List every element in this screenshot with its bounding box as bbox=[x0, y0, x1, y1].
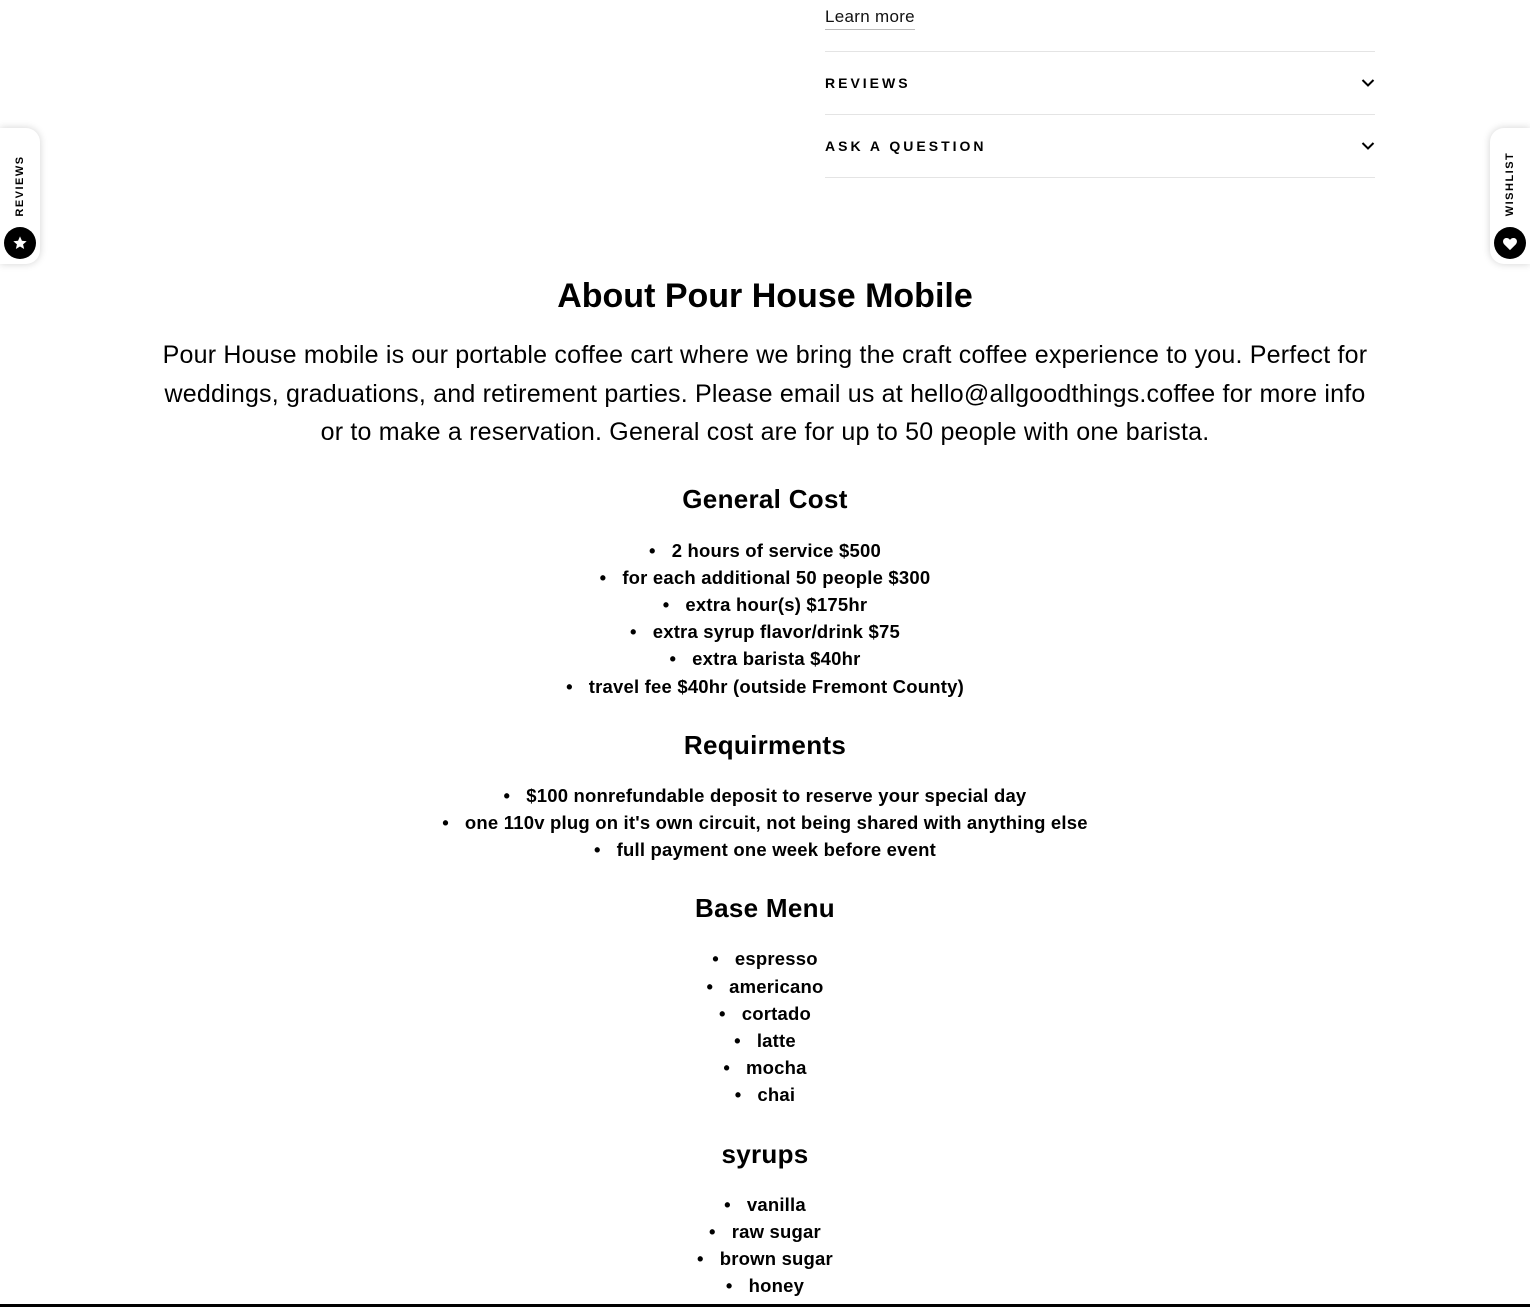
list-item: • honey bbox=[150, 1272, 1380, 1299]
list-item: • raw sugar bbox=[150, 1218, 1380, 1245]
reviews-accordion-toggle[interactable] bbox=[825, 52, 1375, 115]
list-item: • latte bbox=[150, 1027, 1380, 1054]
list-item: • americano bbox=[150, 973, 1380, 1000]
requirements-heading: Requirments bbox=[683, 729, 847, 760]
wishlist-side-tab[interactable] bbox=[1490, 128, 1530, 264]
reviews-side-tab[interactable] bbox=[0, 128, 40, 264]
base-menu-list bbox=[150, 945, 1380, 1108]
syrups-heading: syrups bbox=[721, 1138, 809, 1169]
list-item: • one 110v plug on it's own circuit, not being shared with anything else bbox=[150, 809, 1380, 836]
list-item: • 2 hours of service $500 bbox=[150, 537, 1380, 564]
chevron-down-icon bbox=[1361, 76, 1375, 90]
star-icon bbox=[4, 227, 36, 259]
general-cost-list bbox=[150, 537, 1380, 700]
list-item: • mocha bbox=[150, 1054, 1380, 1081]
list-item: • full payment one week before event bbox=[150, 836, 1380, 863]
list-item: • vanilla bbox=[150, 1191, 1380, 1218]
list-item: • travel fee $40hr (outside Fremont County) bbox=[150, 673, 1380, 700]
list-item: • extra barista $40hr bbox=[150, 645, 1380, 672]
chevron-down-icon bbox=[1361, 139, 1375, 153]
ask-question-accordion-label: ASK A QUESTION bbox=[825, 138, 987, 154]
reviews-accordion-label: REVIEWS bbox=[825, 75, 911, 91]
list-item: • extra hour(s) $175hr bbox=[150, 591, 1380, 618]
base-menu-heading: Base Menu bbox=[695, 893, 835, 924]
reviews-side-tab-label: REVIEWS bbox=[14, 155, 26, 217]
syrups-list bbox=[150, 1191, 1380, 1300]
list-item: • cortado bbox=[150, 1000, 1380, 1027]
about-title: About Pour House Mobile bbox=[557, 277, 973, 315]
base-menu-section bbox=[150, 888, 1380, 1108]
list-item: • extra syrup flavor/drink $75 bbox=[150, 618, 1380, 645]
syrups-section bbox=[150, 1134, 1380, 1300]
learn-more-link[interactable]: Learn more bbox=[825, 6, 915, 30]
about-intro: Pour House mobile is our portable coffee cart where we bring the craft coffee experience to you. Perfect for weddings, graduations, and retirement parties. Please email us at hello@allgoodthings.coffee for more info or to make a reservation. General cost are for up to 50 people with one barista. bbox=[162, 341, 1368, 446]
product-accordion bbox=[825, 51, 1375, 178]
list-item: • for each additional 50 people $300 bbox=[150, 564, 1380, 591]
general-cost-section bbox=[150, 479, 1380, 700]
heart-icon bbox=[1494, 227, 1526, 259]
list-item: • $100 nonrefundable deposit to reserve your special day bbox=[150, 782, 1380, 809]
requirements-list bbox=[150, 782, 1380, 864]
list-item: • brown sugar bbox=[150, 1245, 1380, 1272]
wishlist-side-tab-label: WISHLIST bbox=[1504, 151, 1516, 217]
ask-question-accordion-toggle[interactable] bbox=[825, 115, 1375, 178]
about-section bbox=[150, 270, 1380, 1299]
requirements-section bbox=[150, 725, 1380, 864]
list-item: • espresso bbox=[150, 945, 1380, 972]
general-cost-heading: General Cost bbox=[682, 483, 848, 514]
list-item: • chai bbox=[150, 1081, 1380, 1108]
